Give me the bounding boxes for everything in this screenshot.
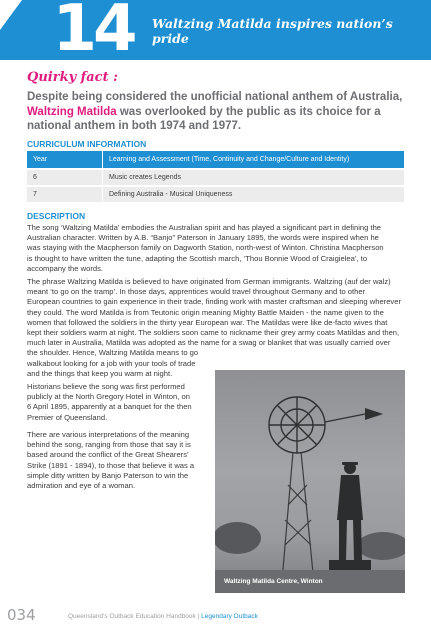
table-cell-year: 6: [27, 169, 103, 186]
paragraph-line: The song ‘Waltzing Matilda’ embodies the Australian spirit and has played a significant part in defining the: [27, 223, 382, 232]
paragraph-line: Historians believe the song was first performed: [27, 382, 185, 391]
paragraph-line: Australian character. Written by A.B. “Banjo” Paterson in January 1895, the words were inspired when he: [27, 233, 379, 243]
paragraph-line: women that followed the soldiers in the thirty year European war. The Matildas were like de-facto wives that: [27, 317, 388, 327]
page-number: 034: [7, 606, 36, 624]
paragraph-line: the shoulder. Hence, Waltzing Matilda means to go: [27, 348, 199, 358]
curriculum-table: [27, 151, 405, 202]
photo-caption: Waltzing Matilda Centre, Winton: [224, 578, 323, 585]
paragraph-line: European countries to gain experience in their trade, finding work with master craftsman and sleeping wherever: [27, 297, 401, 307]
footer-text: [68, 613, 258, 620]
description-paragraph-2: [27, 277, 401, 379]
quirky-fact-heading: Quirky fact :: [27, 70, 118, 85]
description-paragraph-3: [27, 382, 192, 423]
description-heading: DESCRIPTION: [27, 211, 86, 221]
chapter-title: Waltzing Matilda inspires nation’s pride: [152, 16, 393, 46]
quirky-fact-text-before: Despite being considered the unofficial national anthem of Australia,: [27, 91, 403, 103]
paragraph-line: There are various interpretations of the meaning: [27, 430, 190, 439]
table-row: [27, 169, 405, 186]
paragraph-line: was staying with the Macpherson family on Dagworth Station, north-west of Winton. Christina Macpherson: [27, 243, 384, 253]
paragraph-line: they could. The word Matilda is from Teutonic origin meaning Mighty Battle Maiden - the name given to the: [27, 307, 384, 317]
paragraph-line: Strike (1891 - 1894), to those that believe it was a: [27, 460, 195, 470]
paragraph-line: and the things that keep you warm at night.: [27, 368, 173, 378]
paragraph-line: much later in Australia, Matilda was adopted as the name for a swag or blanket that was usually carried over: [27, 338, 391, 348]
table-cell-learning: Music creates Legends: [103, 169, 405, 186]
paragraph-line: walkabout looking for a job with your tools of trade: [27, 358, 196, 368]
description-paragraph-4: [27, 430, 194, 491]
footer-book-title: Queensland’s Outback Education Handbook: [68, 613, 196, 620]
paragraph-line: The phrase Waltzing Matilda is believed to have originated from German immigrants. Waltzing (auf der walz): [27, 277, 391, 286]
table-cell-year: 7: [27, 186, 103, 202]
paragraph-line: Premier of Queensland.: [27, 412, 108, 422]
table-row: [27, 186, 405, 202]
paragraph-line: simple ditty written by Banjo Paterson to win the: [27, 470, 189, 480]
column-header-year: Year: [27, 151, 103, 169]
paragraph-line: 6 April 1895, apparently at a banquet for the then: [27, 402, 192, 412]
quirky-fact-highlight: Waltzing Matilda: [27, 105, 117, 118]
paragraph-line: is thought to have written the tune, adapting the Scottish march, ‘Thou Bonnie Wood of Craigielea’, to: [27, 253, 368, 263]
table-cell-learning: Defining Australia - Musical Uniqueness: [103, 186, 405, 202]
paragraph-line: admiration and eye of a woman.: [27, 481, 136, 491]
quirky-fact-text: [27, 90, 412, 134]
table-header-row: [27, 151, 405, 169]
column-header-learning: Learning and Assessment (Time, Continuity and Change/Culture and Identity): [103, 151, 405, 169]
quirky-fact-text-after: was overlooked by the public as its choice for a national anthem in both 1974 and 1977.: [27, 105, 381, 132]
paragraph-line: kept their soldiers warm at night. The soldiers soon came to nickname their grey army coats Matildas and then,: [27, 328, 400, 338]
paragraph-line: based around the conflict of the Great Shearers’: [27, 450, 189, 460]
photo-illustration: [215, 370, 405, 593]
curriculum-heading: CURRICULUM INFORMATION: [27, 139, 147, 149]
paragraph-line: publicly at the North Gregory Hotel in Winton, on: [27, 392, 190, 402]
paragraph-line: accompany the words.: [27, 263, 103, 273]
photo-waltzing-matilda-centre: [215, 370, 405, 593]
paragraph-line: behind the song, ranging from those that say it is: [27, 440, 191, 450]
footer-section-link[interactable]: Legendary Outback: [201, 613, 258, 620]
paragraph-line: meant ‘to go on the tramp’. In those days, apprentices would travel throughout Germany and to other: [27, 287, 366, 297]
chapter-number: 14: [52, 0, 134, 66]
description-paragraph-1: [27, 223, 384, 274]
footer-separator: |: [197, 613, 200, 620]
